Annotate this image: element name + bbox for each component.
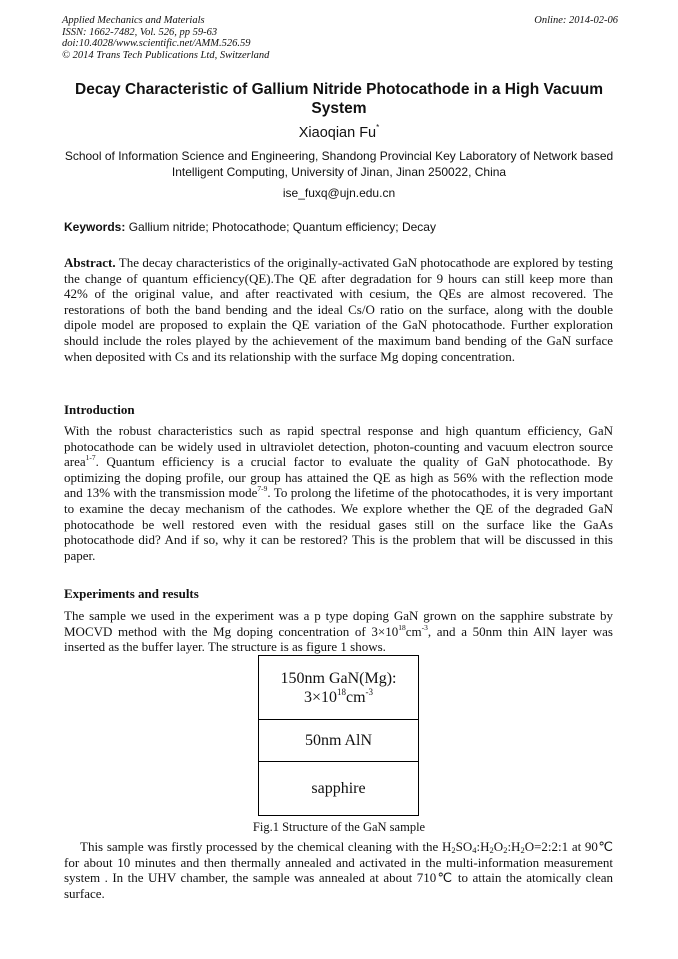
exp-sup-2: -3	[421, 622, 428, 632]
online-date: Online: 2014-02-06	[534, 15, 618, 26]
proc-text-3: :H	[476, 839, 490, 854]
layer-gan	[259, 656, 418, 720]
layer-sapphire-label: sapphire	[311, 779, 366, 797]
keywords-label: Keywords:	[64, 220, 126, 234]
author-email: ise_fuxq@ujn.edu.cn	[282, 186, 396, 200]
proc-sub-4: 2	[503, 845, 508, 855]
proc-sub-5: 2	[520, 845, 525, 855]
proc-sub-2: 4	[472, 845, 477, 855]
doi-line: doi:10.4028/www.scientific.net/AMM.526.59	[62, 38, 251, 49]
layer-gan-concentration	[304, 688, 373, 707]
introduction-paragraph	[64, 423, 613, 563]
abstract	[64, 255, 613, 364]
figure-caption: Fig.1 Structure of the GaN sample	[252, 820, 426, 834]
keywords	[64, 220, 618, 234]
layer-gan-label: 150nm GaN(Mg):	[280, 669, 397, 687]
journal-name: Applied Mechanics and Materials	[62, 15, 205, 26]
issn-line: ISSN: 1662-7482, Vol. 526, pp 59-63	[62, 26, 218, 38]
conc-exp-2: -3	[365, 686, 374, 697]
section-heading-introduction: Introduction	[64, 402, 135, 417]
layer-aln	[259, 720, 418, 762]
proc-text-4: O	[493, 839, 504, 854]
process-paragraph	[64, 839, 613, 901]
keywords-text: Gallium nitride; Photocathode; Quantum efficiency; Decay	[125, 220, 436, 234]
paper-title: Decay Characteristic of Gallium Nitride Photocathode in a High Vacuum System	[75, 81, 603, 117]
proc-text-1: This sample was firstly processed by the chemical cleaning with the H	[80, 839, 452, 854]
exp-sup-1: 18	[398, 622, 406, 632]
proc-sub-1: 2	[451, 845, 456, 855]
layer-sapphire	[259, 762, 418, 815]
intro-text-1: With the robust characteristics such as rapid spectral response and high quantum efficiency, GaN photocathode can be widely used in ultraviolet detection, photon-counting and vacuum electron source area	[64, 423, 613, 470]
abstract-text: The decay characteristics of the originally-activated GaN photocathode are explored by testing the change of quantum efficiency(QE).The QE after degradation for 9 hours can still keep more than 42% of the original value, and after reactivated with cesium, the QEs are almost recovered. The restorations of both the band bending and the ideal Cs/O ratio on the surface, along with the double dipole model are proposed to explain the QE variation of the GaN photocathode. Further exploration should include the roles played by the achievement of the maximum band bending of the GaN surface when deposited with Cs and its relationship with the surface Mg doping concentration.	[64, 255, 613, 364]
proc-text-2: SO	[455, 839, 473, 854]
experiments-paragraph	[64, 608, 613, 655]
intro-ref-2: 7-9	[257, 484, 268, 494]
exp-text-2: cm	[405, 623, 422, 639]
abstract-label: Abstract.	[64, 255, 116, 270]
conc-base: 3×10	[303, 688, 337, 706]
layer-aln-label: 50nm AlN	[304, 731, 373, 749]
section-heading-experiments: Experiments and results	[64, 586, 199, 601]
author-mark: *	[376, 123, 380, 132]
author-name: Xiaoqian Fu	[298, 125, 377, 141]
proc-sub-3: 2	[489, 845, 494, 855]
conc-unit: cm	[345, 688, 366, 706]
intro-ref-1: 1-7	[85, 453, 96, 463]
intro-text-3: . To prolong the lifetime of the photocathodes, it is very important to examine the decay mechanism of the cathodes. We explore whether the QE of the degraded GaN photocathode be well restored even with the residual gases still on the surface like the GaAs photocathode did? And if so, why it can be restored? This is the problem that will be discussed in this paper.	[64, 485, 613, 563]
proc-text-6: O=2:2:1 at 90℃ for about 10 minutes and then thermally annealed and activated in the multi-information measurement system . In the UHV chamber, the sample was annealed at about 710℃ to attain the atomically clean surface.	[64, 839, 613, 901]
structure-figure	[258, 655, 419, 816]
journal-header	[62, 15, 618, 61]
exp-text-1: The sample we used in the experiment was a p type doping GaN grown on the sapphire substrate by MOCVD method with the Mg doping concentration of 3×10	[64, 608, 613, 639]
intro-text-2: . Quantum efficiency is a crucial factor to evaluate the quality of GaN photocathode. By optimizing the doping profile, our group has attained the QE as high as 56% with the reflection mode and 13% with the transmission mode	[64, 454, 613, 501]
author	[60, 123, 618, 141]
proc-text-5: :H	[507, 839, 521, 854]
exp-text-3: , and a 50nm thin AlN layer was inserted as the buffer layer. The structure is as figure 1 shows.	[64, 623, 613, 655]
affiliation: School of Information Science and Engineering, Shandong Provincial Key Laboratory of Network based Intelligent Computing, University of Jinan, Jinan 250022, China	[64, 149, 614, 179]
copyright-line: © 2014 Trans Tech Publications Ltd, Switzerland	[62, 49, 270, 61]
conc-exp-1: 18	[336, 686, 346, 697]
